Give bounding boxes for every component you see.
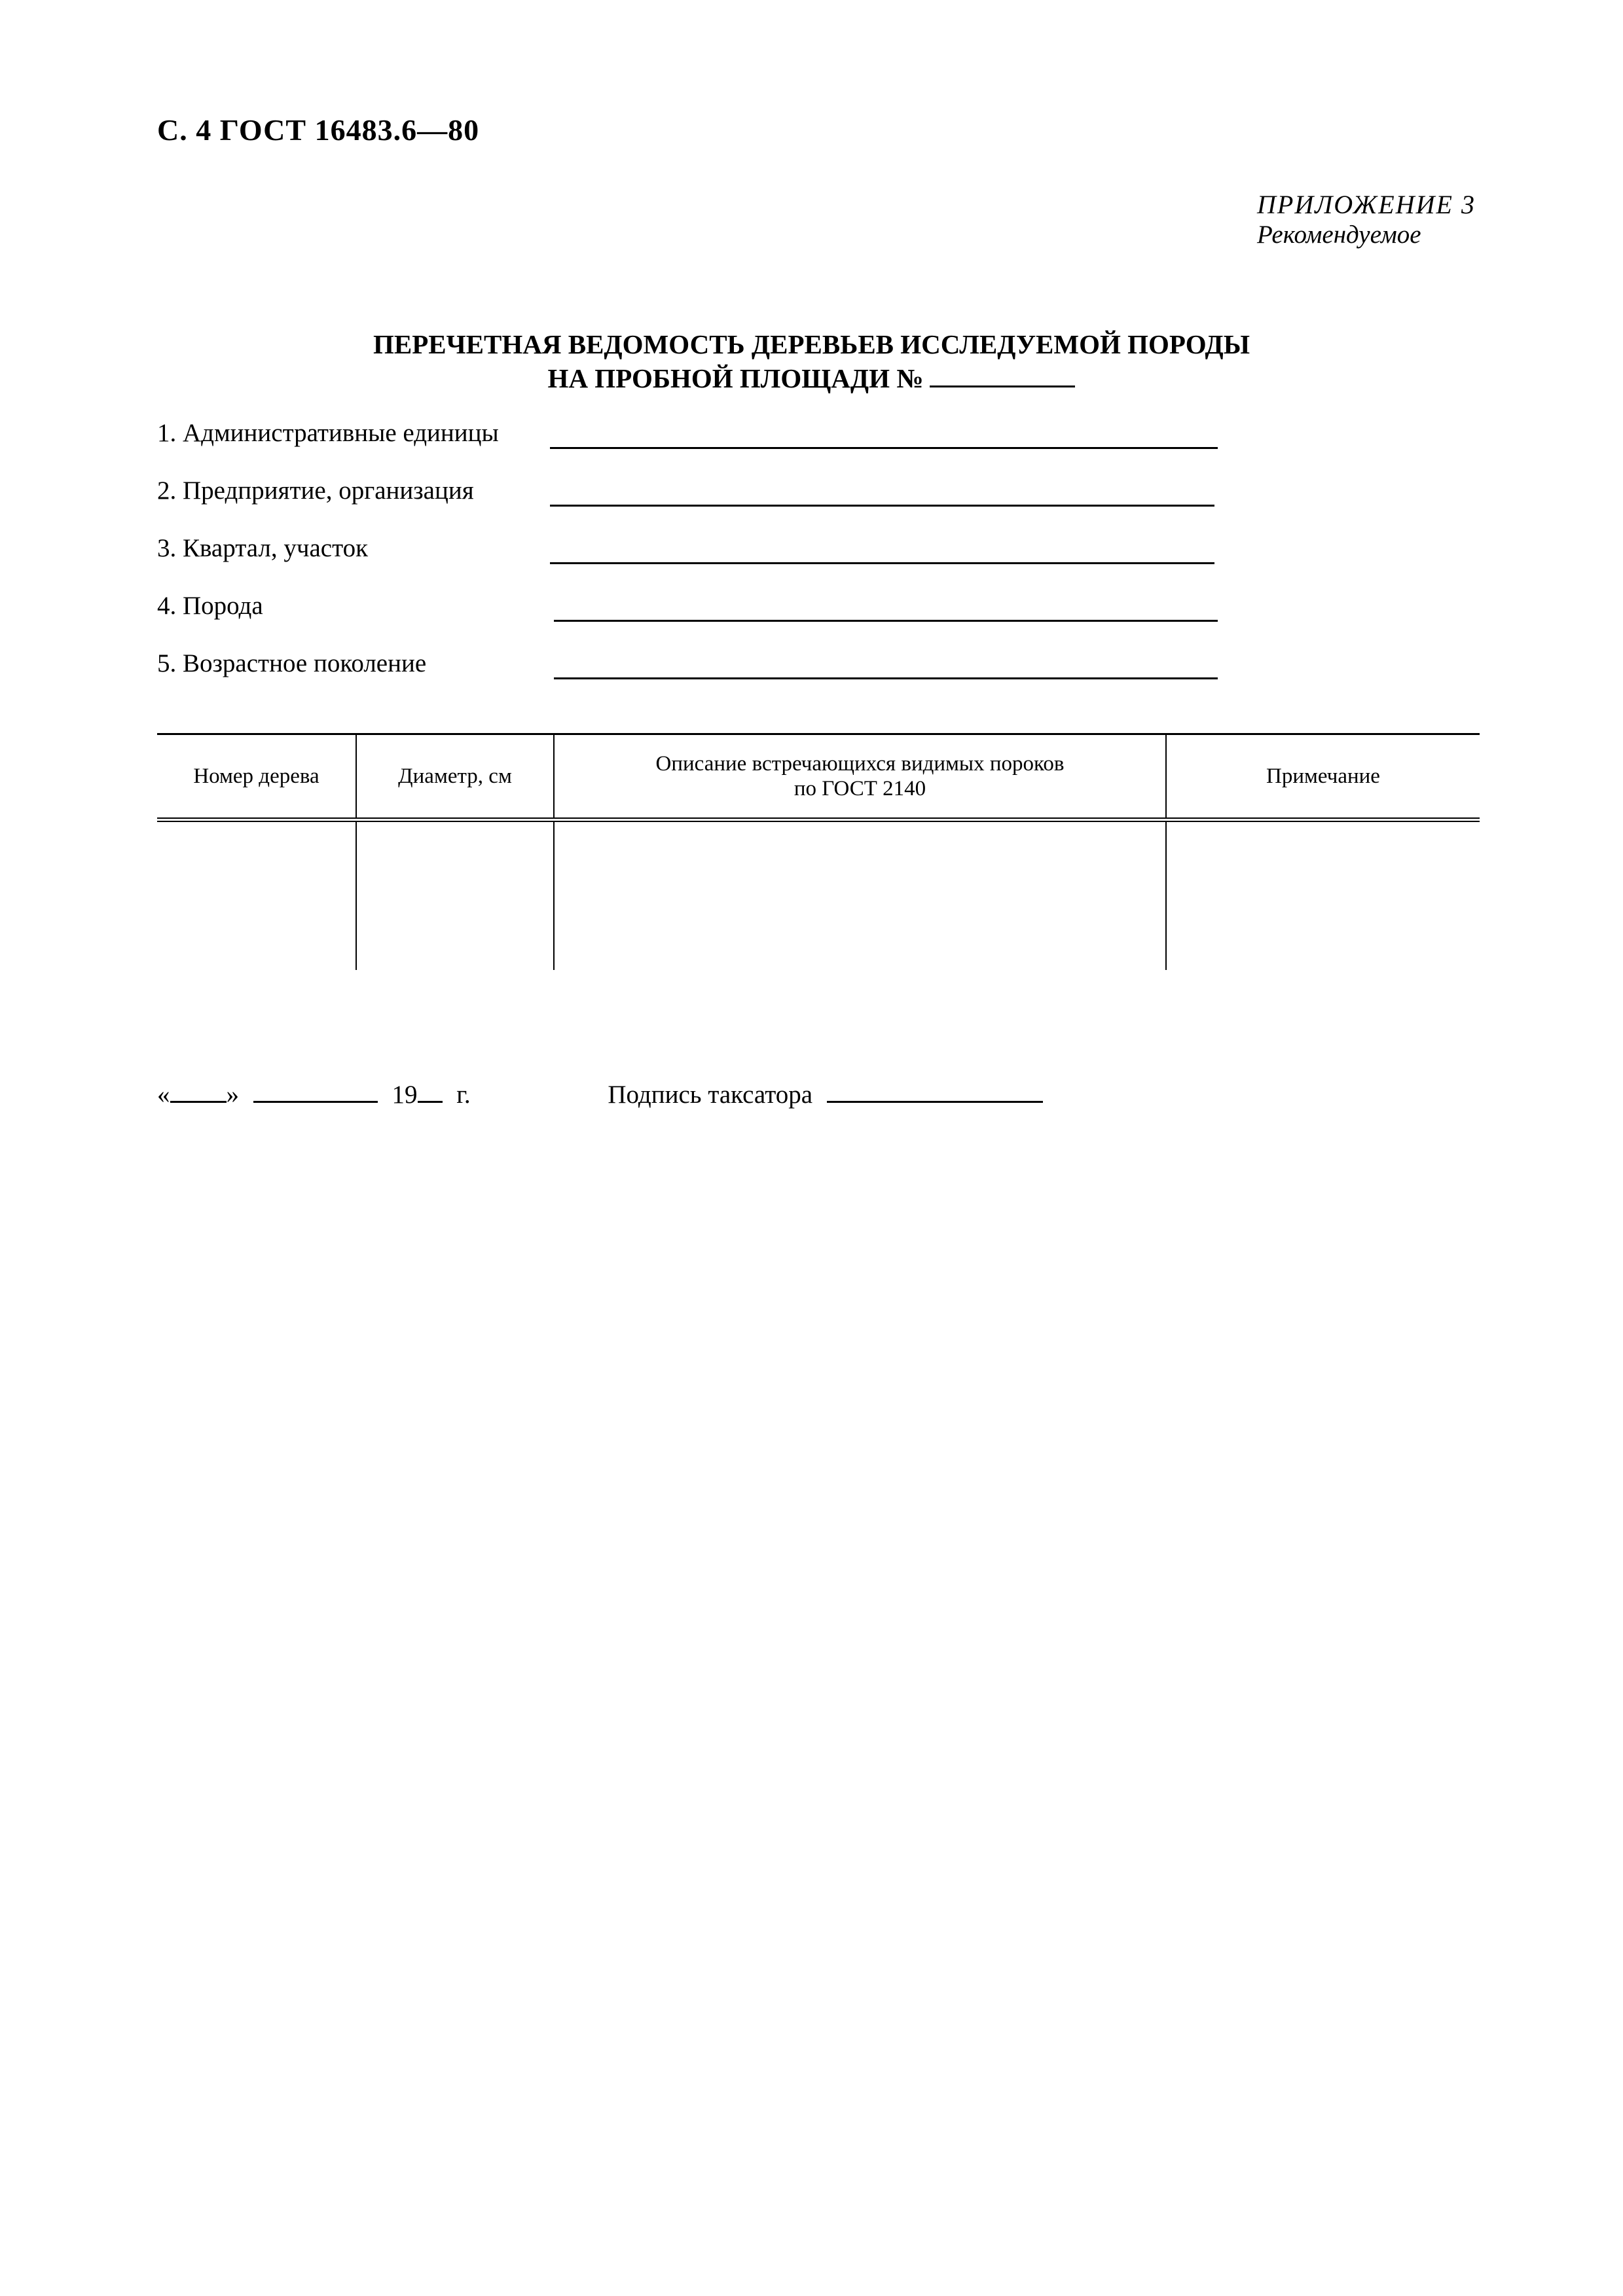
field-administrative-units — [157, 412, 1218, 452]
day-field[interactable] — [170, 1081, 227, 1103]
enterprise-input[interactable] — [550, 505, 1214, 507]
document-title — [0, 327, 1623, 395]
quarter-plot-input[interactable] — [550, 562, 1214, 564]
column-header-tree-number: Номер дерева — [157, 734, 356, 820]
year-field[interactable] — [418, 1081, 443, 1103]
note-cell[interactable] — [1166, 820, 1480, 971]
table-row — [157, 820, 1480, 971]
field-enterprise — [157, 470, 1218, 509]
field-quarter-plot — [157, 528, 1218, 567]
close-quote: » — [226, 1081, 239, 1109]
column-header-defects-line-1: Описание встречающихся видимых пороков — [655, 752, 1065, 776]
tally-table — [157, 733, 1480, 970]
column-header-defects — [554, 734, 1166, 820]
column-header-diameter: Диаметр, см — [356, 734, 554, 820]
signature-label: Подпись таксатора — [608, 1081, 813, 1109]
field-age-generation — [157, 643, 1218, 682]
age-generation-input[interactable] — [554, 677, 1218, 679]
field-label: 2. Предприятие, организация — [157, 476, 474, 505]
plot-number-field[interactable] — [930, 363, 1075, 387]
column-header-note: Примечание — [1166, 734, 1480, 820]
field-label: 1. Административные единицы — [157, 419, 499, 447]
title-line-1: ПЕРЕЧЕТНАЯ ВЕДОМОСТЬ ДЕРЕВЬЕВ ИССЛЕДУЕМОЙ ПОРОДЫ — [373, 329, 1250, 359]
open-quote: « — [157, 1081, 170, 1109]
year-prefix: 19 — [392, 1081, 418, 1109]
title-line-2 — [0, 361, 1623, 395]
column-header-defects-line-2: по ГОСТ 2140 — [793, 777, 926, 800]
defects-cell[interactable] — [554, 820, 1166, 971]
footer-date-signature — [157, 1080, 1043, 1109]
species-input[interactable] — [554, 620, 1218, 622]
document-code: С. 4 ГОСТ 16483.6—80 — [157, 113, 480, 147]
administrative-units-input[interactable] — [550, 447, 1218, 449]
signature-field[interactable] — [827, 1081, 1043, 1103]
appendix-kind: Рекомендуемое — [1257, 221, 1421, 249]
month-field[interactable] — [253, 1081, 378, 1103]
field-label: 5. Возрастное поколение — [157, 649, 427, 677]
field-label: 4. Порода — [157, 592, 263, 620]
year-suffix: г. — [456, 1081, 471, 1109]
table-header-row — [157, 734, 1480, 820]
diameter-cell[interactable] — [356, 820, 554, 971]
title-line-2-text: НА ПРОБНОЙ ПЛОЩАДИ № — [547, 363, 924, 393]
tree-number-cell[interactable] — [157, 820, 356, 971]
appendix-label — [1257, 190, 1476, 250]
field-label: 3. Квартал, участок — [157, 534, 369, 562]
field-species — [157, 585, 1218, 624]
appendix-number: ПРИЛОЖЕНИЕ 3 — [1257, 190, 1476, 219]
